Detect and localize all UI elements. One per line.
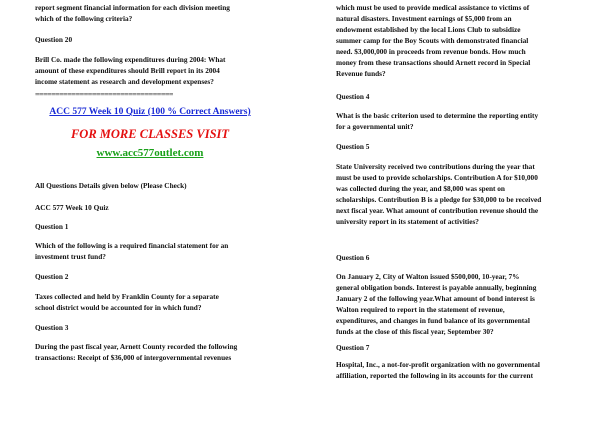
question-4-text: What is the basic criterion used to determine the reporting entity (336, 111, 539, 120)
question-3-label: Question 3 (35, 323, 69, 332)
right-page (300, 0, 600, 424)
continuation-text: money from these transactions should Arnett record in Special (336, 58, 531, 67)
question-6-text: January 2 of the following year.What amount of bond interest is (336, 294, 535, 303)
site-link[interactable]: www.acc577outlet.com (96, 147, 204, 159)
question-3-text: During the past fiscal year, Arnett County recorded the following (35, 342, 238, 351)
question-2-text: Taxes collected and held by Franklin County for a separate (35, 292, 219, 301)
continuation-text: which must be used to provide medical assistance to victims of (336, 3, 530, 12)
question-2-text: school district would be accounted for in which fund? (35, 303, 202, 312)
question-5-label: Question 5 (336, 142, 370, 151)
question-5-text: scholarships. Contribution B is a pledge for $30,000 to be received (336, 195, 542, 204)
details-line: All Questions Details given below (Please Check) (35, 181, 187, 190)
question-6-text: funds at the close of this fiscal year, September 30? (336, 327, 494, 336)
question-6-text: Walton required to report in the statement of revenue, (336, 305, 505, 314)
continuation-text: Revenue funds? (336, 69, 386, 78)
question-5-text: was collected during the year, and $8,000 was spent on (336, 184, 505, 193)
question-4-text: for a governmental unit? (336, 122, 414, 131)
question-7-text: Hospital, Inc., a not-for-profit organization with no governmental (336, 360, 540, 369)
question-5-text: must be used to provide scholarships. Contribution A for $10,000 (336, 173, 538, 182)
promo-heading: FOR MORE CLASSES VISIT (70, 127, 230, 141)
question-20-text: income statement as research and development expenses? (35, 77, 214, 86)
continuation-text: summer camp for the Boy Scouts with demonstrated financial (336, 36, 529, 45)
question-6-text: On January 2, City of Walton issued $500,000, 10-year, 7% (336, 272, 520, 281)
question-3-text: transactions: Receipt of $36,000 of intergovernmental revenues (35, 353, 232, 362)
question-4-label: Question 4 (336, 92, 370, 101)
question-7-label: Question 7 (336, 343, 370, 352)
quiz-title: ACC 577 Week 10 Quiz (35, 203, 109, 212)
continuation-text: natural disasters. Investment earnings of $5,000 from an (336, 14, 512, 23)
question-6-text: expenditures, and changes in fund balance of its governmental (336, 316, 530, 325)
question-5-text: university report in its statement of activities? (336, 217, 479, 226)
question-5-text: next fiscal year. What amount of contribution revenue should the (336, 206, 539, 215)
continuation-text: need. $3,000,000 in proceeds from revenue bonds. How much (336, 47, 526, 56)
question-1-text: investment trust fund? (35, 252, 106, 261)
question-6-label: Question 6 (336, 253, 370, 262)
continuation-text: endowment established by the local Lions Club to subsidize (336, 25, 521, 34)
intro-line: report segment financial information for each division meeting (35, 3, 230, 12)
question-1-text: Which of the following is a required financial statement for an (35, 241, 229, 250)
question-7-text: affiliation, reported the following in its accounts for the current (336, 371, 533, 380)
question-5-text: State University received two contributions during the year that (336, 162, 535, 171)
divider: ================================== (35, 90, 173, 99)
question-20-label: Question 20 (35, 35, 73, 44)
question-20-text: amount of these expenditures should Brill report in its 2004 (35, 66, 220, 75)
question-20-text: Brill Co. made the following expenditures during 2004: What (35, 55, 226, 64)
question-6-text: general obligation bonds. Interest is payable annually, beginning (336, 283, 537, 292)
question-1-label: Question 1 (35, 222, 69, 231)
intro-line: which of the following criteria? (35, 14, 133, 23)
quiz-title-link[interactable]: ACC 577 Week 10 Quiz (100 % Correct Answers) (49, 107, 251, 117)
question-2-label: Question 2 (35, 272, 69, 281)
